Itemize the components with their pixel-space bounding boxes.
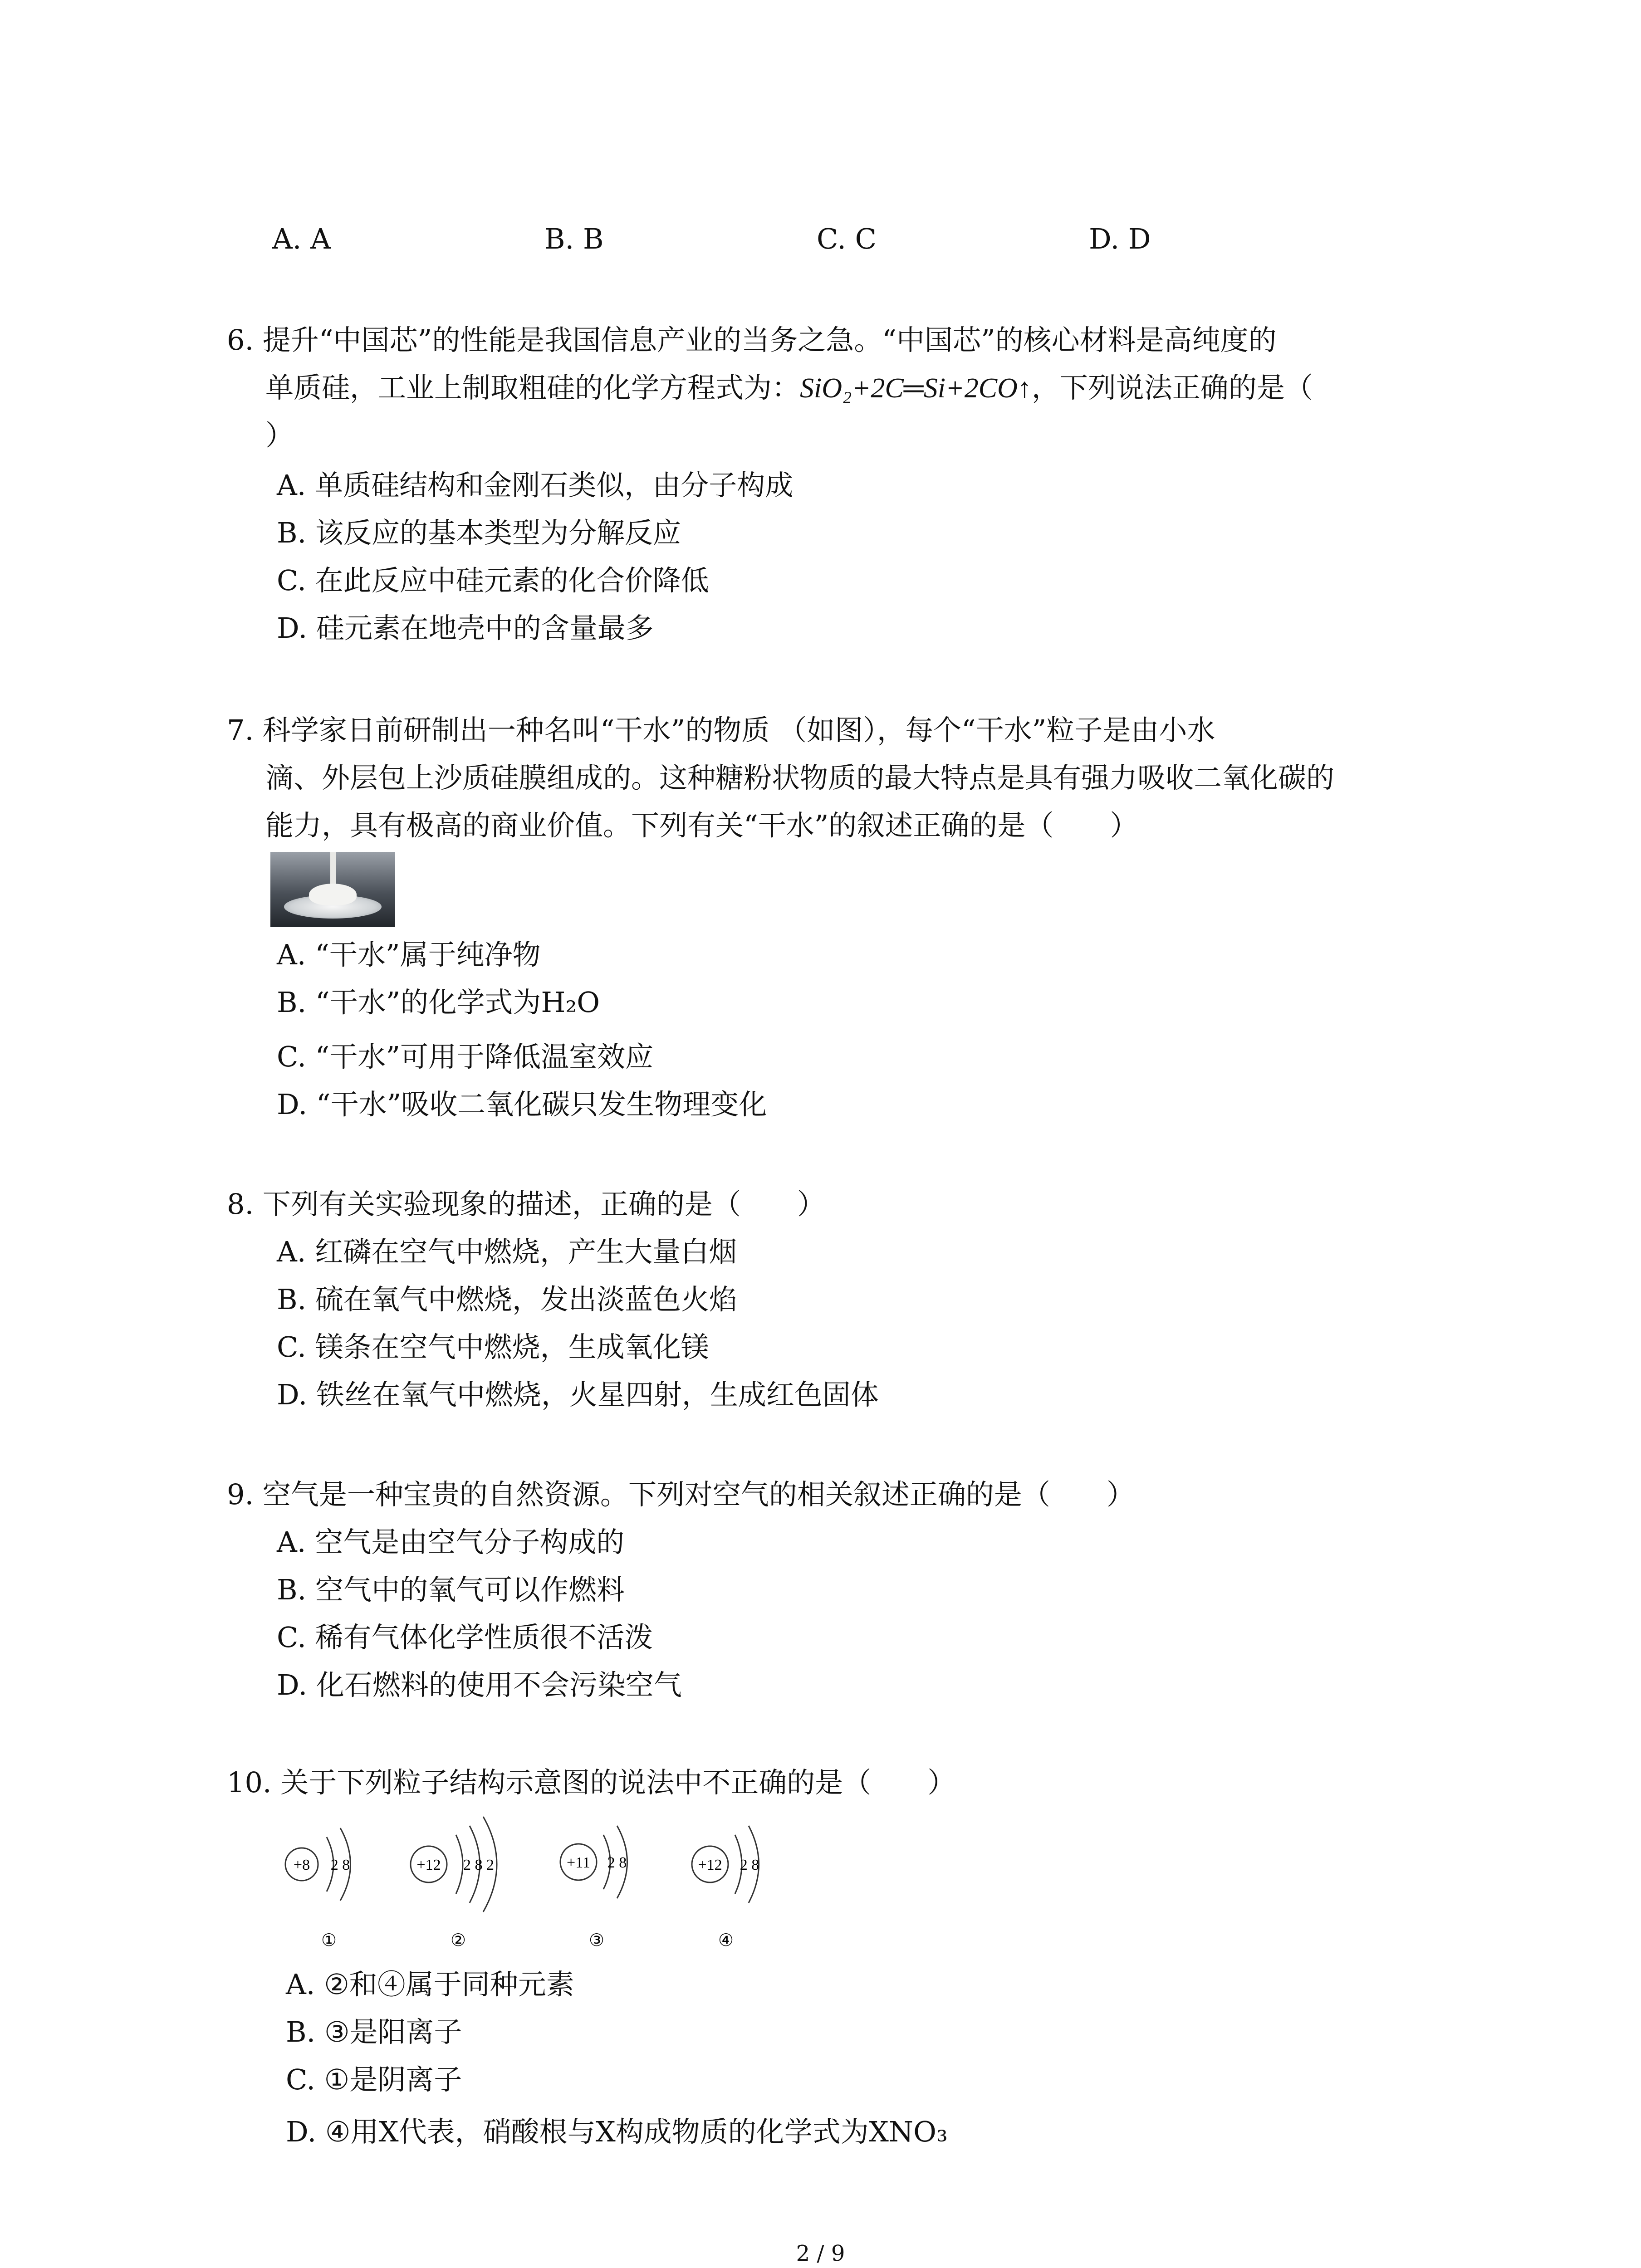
q10-option-c: C. ①是阴离子 — [286, 2063, 462, 2096]
diagram-4-nucleus: +12 — [698, 1857, 722, 1873]
q8-option-d: D. 铁丝在氧气中燃烧，火星四射，生成红色固体 — [277, 1378, 879, 1411]
q9-option-a: A. 空气是由空气分子构成的 — [277, 1525, 625, 1559]
q7-option-a: A. “干水”属于纯净物 — [277, 938, 541, 971]
q7-option-d: D. “干水”吸收二氧化碳只发生物理变化 — [277, 1088, 767, 1121]
q8-option-a: A. 红磷在空气中燃烧，产生大量白烟 — [277, 1235, 737, 1268]
diagram-2-label: ② — [450, 1930, 466, 1950]
q6-stem-text: 单质硅，工业上制取粗硅的化学方程式为： — [265, 371, 800, 404]
q7-option-c: C. “干水”可用于降低温室效应 — [277, 1040, 654, 1073]
q10-option-b: B. ③是阳离子 — [286, 2015, 462, 2048]
dry-water-photo — [270, 852, 395, 927]
diagram-1-shells: 2 8 — [330, 1857, 350, 1873]
q6-stem-line2 — [265, 370, 1313, 406]
option-a: A. A — [272, 222, 331, 255]
powder-pile — [309, 884, 357, 905]
option-b: B. B — [544, 222, 604, 255]
q6-stem-line3: ） — [265, 419, 294, 452]
q6-stem-line1: 6. 提升“中国芯”的性能是我国信息产业的当务之急。“中国芯”的核心材料是高纯度的 — [227, 323, 1277, 357]
diagram-2-nucleus: +12 — [416, 1857, 441, 1873]
q8-option-b: B. 硫在氧气中燃烧，发出淡蓝色火焰 — [277, 1283, 737, 1316]
q10-option-d: D. ④用X代表，硝酸根与X构成物质的化学式为XNO₃ — [286, 2115, 948, 2148]
diagram-3-label: ③ — [588, 1930, 605, 1950]
diagram-1-nucleus: +8 — [293, 1857, 310, 1873]
diagram-4 — [692, 1826, 759, 1950]
particle-structure-diagrams — [272, 1810, 817, 1973]
q6-option-a: A. 单质硅结构和金刚石类似，由分子构成 — [277, 469, 794, 502]
q9-option-d: D. 化石燃料的使用不会污染空气 — [277, 1668, 682, 1701]
q9-stem: 9. 空气是一种宝贵的自然资源。下列对空气的相关叙述正确的是（ ） — [227, 1478, 1135, 1511]
powder-stream — [330, 852, 336, 888]
diagram-1-label: ① — [321, 1930, 337, 1950]
q7-stem-line1: 7. 科学家日前研制出一种名叫“干水”的物质 （如图），每个“干水”粒子是由小水 — [227, 714, 1215, 747]
q10-stem: 10. 关于下列粒子结构示意图的说法中不正确的是（ ） — [227, 1766, 956, 1799]
diagram-3-nucleus: +11 — [567, 1854, 590, 1871]
q9-option-b: B. 空气中的氧气可以作燃料 — [277, 1573, 625, 1606]
q8-option-c: C. 镁条在空气中燃烧，生成氧化镁 — [277, 1330, 709, 1364]
diagram-4-label: ④ — [718, 1930, 734, 1950]
option-d: D. D — [1089, 222, 1151, 255]
q6-option-d: D. 硅元素在地壳中的含量最多 — [277, 611, 654, 645]
q9-option-c: C. 稀有气体化学性质很不活泼 — [277, 1621, 653, 1654]
diagram-2 — [411, 1817, 497, 1950]
q8-stem: 8. 下列有关实验现象的描述，正确的是（ ） — [227, 1188, 825, 1221]
q6-option-c: C. 在此反应中硅元素的化合价降低 — [277, 564, 709, 597]
page-number: 2 / 9 — [796, 2241, 845, 2266]
diagram-1 — [285, 1828, 351, 1950]
diagram-2-shells: 2 8 2 — [463, 1857, 494, 1873]
q7-option-b: B. “干水”的化学式为H₂O — [277, 986, 600, 1019]
q7-stem-line3: 能力，具有极高的商业价值。下列有关“干水”的叙述正确的是（ ） — [265, 809, 1138, 842]
diagram-3 — [560, 1826, 627, 1950]
diagram-4-shells: 2 8 — [740, 1857, 759, 1873]
q6-option-b: B. 该反应的基本类型为分解反应 — [277, 516, 681, 549]
option-c: C. C — [817, 222, 877, 255]
q7-stem-line2: 滴、外层包上沙质硅膜组成的。这种糖粉状物质的最大特点是具有强力吸收二氧化碳的 — [265, 761, 1335, 794]
q10-option-a: A. ②和④属于同种元素 — [286, 1968, 574, 2001]
q6-equation: SiO₂+2C═Si+2CO↑ — [800, 373, 1032, 404]
diagram-3-shells: 2 8 — [607, 1854, 627, 1871]
q6-stem-text-tail: ，下列说法正确的是（ — [1031, 371, 1313, 404]
